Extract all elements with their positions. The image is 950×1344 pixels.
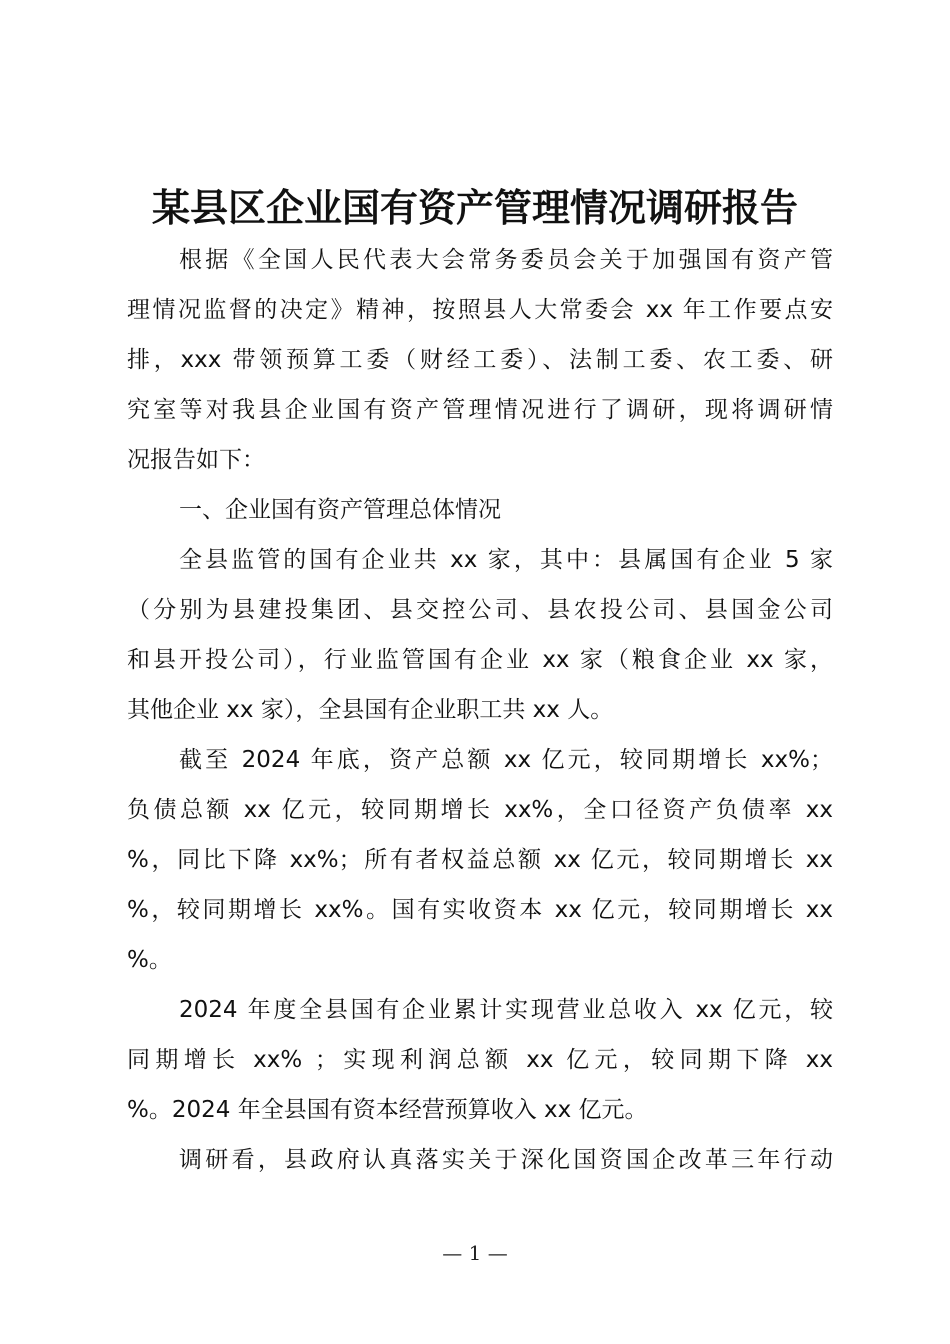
paragraph-3-line: 截至 2024 年底，资产总额 xx 亿元，较同期增长 xx%； xyxy=(179,747,833,773)
paragraph-4-line: 同期增长 xx% ；实现利润总额 xx 亿元，较同期下降 xx xyxy=(127,1047,833,1073)
paragraph-1-line: 理情况监督的决定》精神，按照县人大常委会 xx 年工作要点安 xyxy=(127,297,833,323)
paragraph-4-line: 2024 年度全县国有企业累计实现营业总收入 xx 亿元，较 xyxy=(179,997,833,1023)
paragraph-3-line: %。 xyxy=(127,947,172,973)
paragraph-5-line: 调研看，县政府认真落实关于深化国资国企改革三年行动 xyxy=(179,1147,833,1173)
section-heading: 一、企业国有资产管理总体情况 xyxy=(179,497,501,523)
document-title: 某县区企业国有资产管理情况调研报告 xyxy=(151,185,798,230)
page-number: — 1 — xyxy=(442,1241,508,1265)
paragraph-2-line: 全县监管的国有企业共 xx 家，其中：县属国有企业 5 家 xyxy=(179,547,833,573)
paragraph-2-line: 其他企业 xx 家），全县国有企业职工共 xx 人。 xyxy=(127,697,614,723)
paragraph-1-line: 排，xxx 带领预算工委（财经工委）、法制工委、农工委、研 xyxy=(127,347,833,373)
paragraph-3-line: %，同比下降 xx%；所有者权益总额 xx 亿元，较同期增长 xx xyxy=(127,847,833,873)
paragraph-1-line: 究室等对我县企业国有资产管理情况进行了调研，现将调研情 xyxy=(127,397,833,423)
paragraph-1-line: 况报告如下： xyxy=(127,447,265,473)
paragraph-4-line: %。2024 年全县国有资本经营预算收入 xx 亿元。 xyxy=(127,1097,648,1123)
paragraph-3-line: %，较同期增长 xx%。国有实收资本 xx 亿元，较同期增长 xx xyxy=(127,897,833,923)
paragraph-2-line: （分别为县建投集团、县交控公司、县农投公司、县国金公司 xyxy=(127,597,833,623)
paragraph-1-line: 根据《全国人民代表大会常务委员会关于加强国有资产管 xyxy=(179,247,833,273)
paragraph-2-line: 和县开投公司），行业监管国有企业 xx 家（粮食企业 xx 家， xyxy=(127,647,833,673)
document-body xyxy=(127,235,833,1185)
paragraph-3-line: 负债总额 xx 亿元，较同期增长 xx%，全口径资产负债率 xx xyxy=(127,797,833,823)
